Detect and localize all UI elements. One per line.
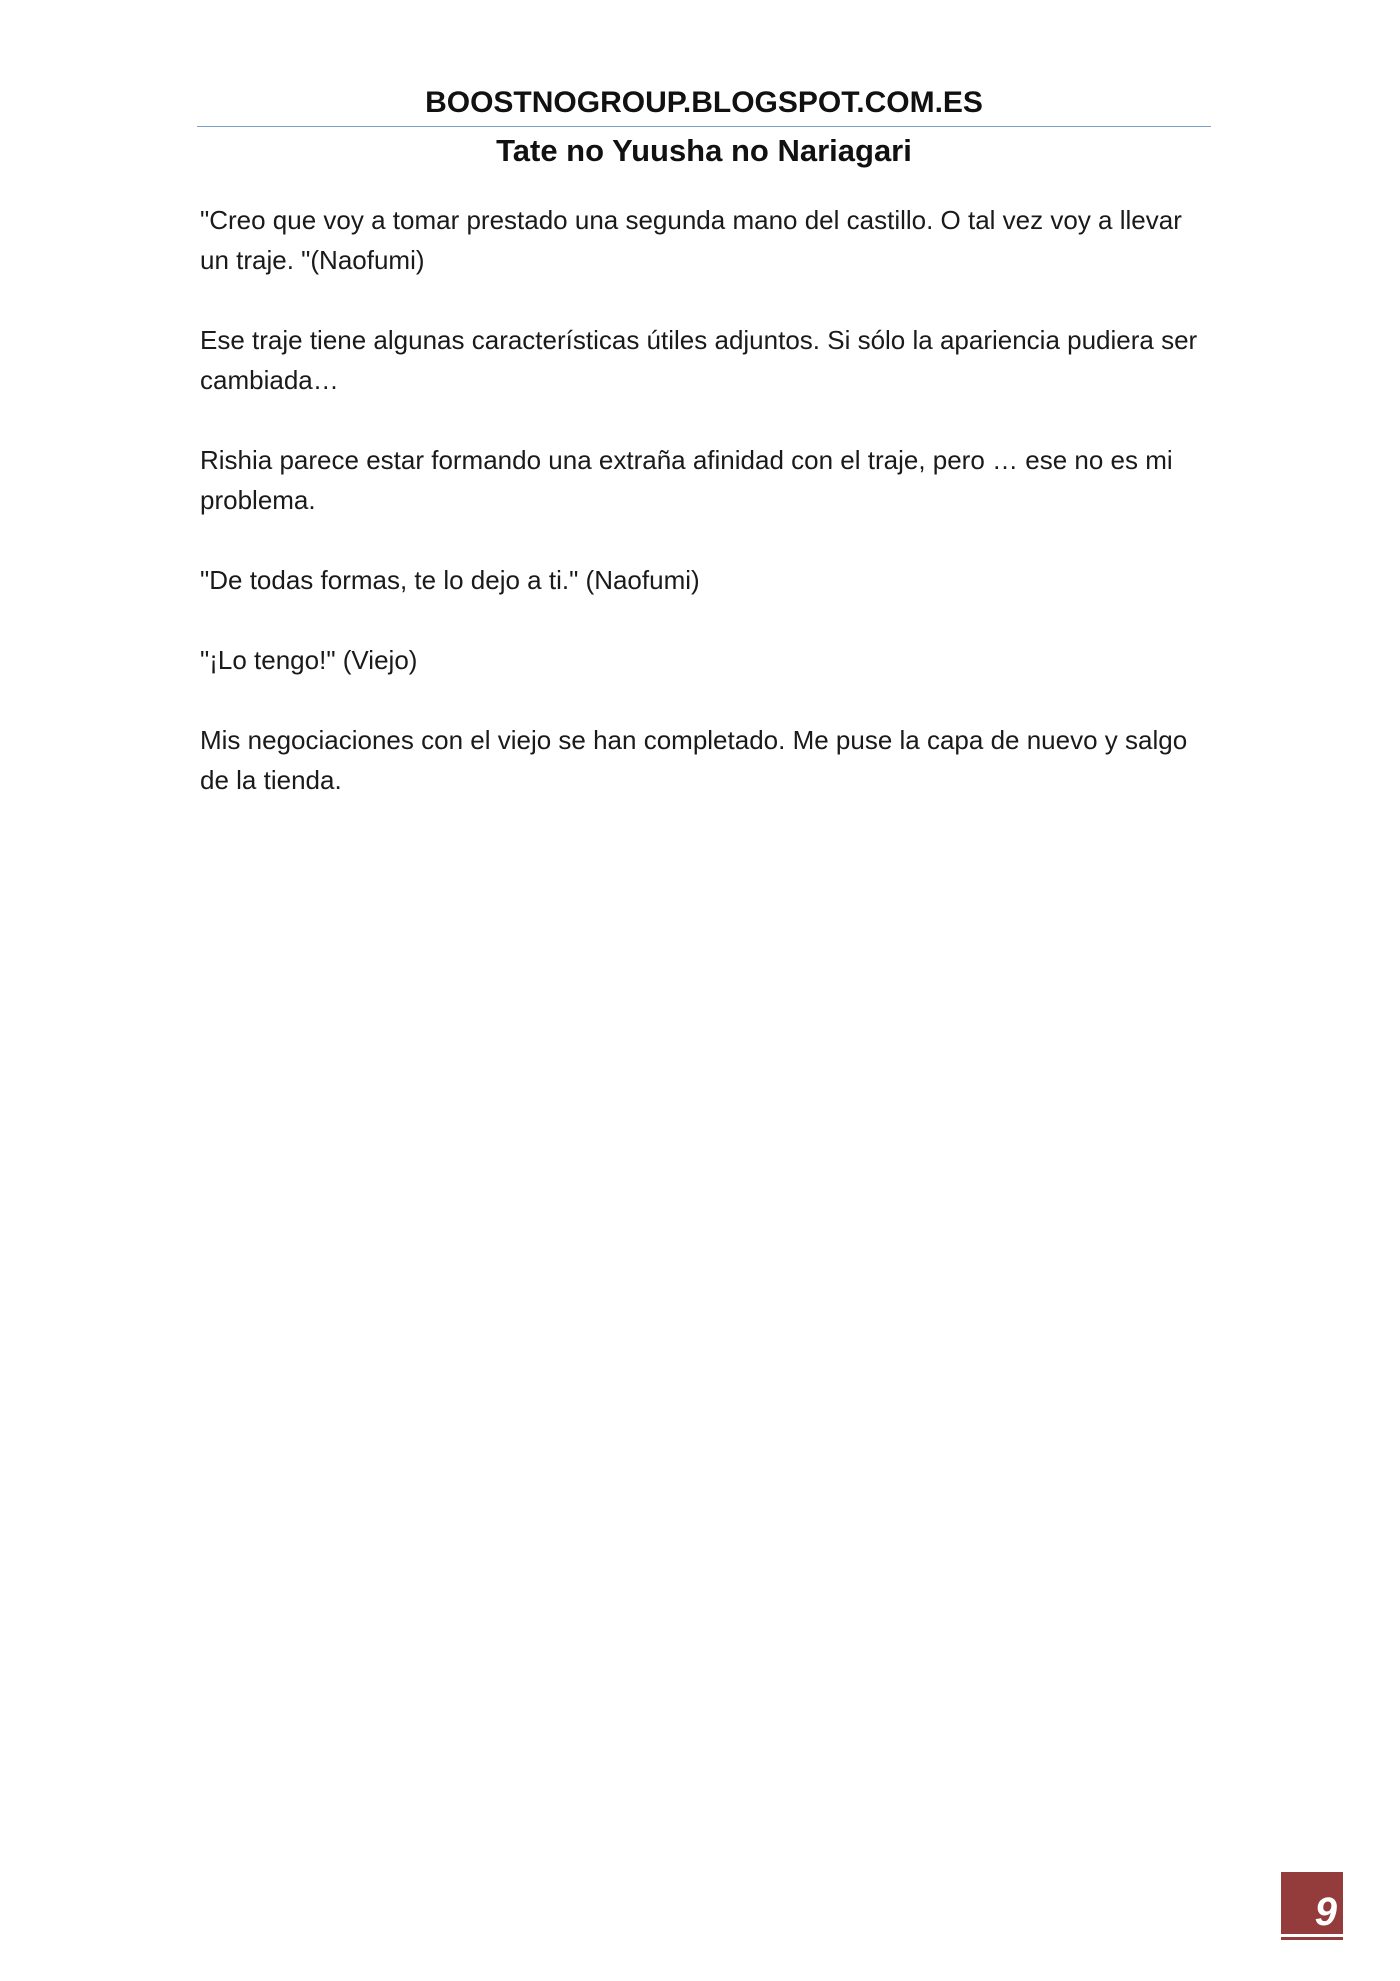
body-text xyxy=(200,200,1200,840)
paragraph: "De todas formas, te lo dejo a ti." (Naofumi) xyxy=(200,565,700,595)
paragraph: Ese traje tiene algunas características útiles adjuntos. Si sólo la apariencia pudiera ser cambiada… xyxy=(200,325,1198,395)
paragraph: "Creo que voy a tomar prestado una segunda mano del castillo. O tal vez voy a llevar un traje. "(Naofumi) xyxy=(200,205,1182,275)
header-book-title: Tate no Yuusha no Nariagari xyxy=(496,133,912,168)
paragraph: Rishia parece estar formando una extraña afinidad con el traje, pero … ese no es mi problema. xyxy=(200,445,1173,515)
page-number-underline xyxy=(1281,1934,1343,1937)
paragraph: "¡Lo tengo!" (Viejo) xyxy=(200,645,418,675)
page-number-badge xyxy=(1281,1872,1343,1940)
page-header xyxy=(197,80,1211,175)
paragraph: Mis negociaciones con el viejo se han completado. Me puse la capa de nuevo y salgo de la tienda. xyxy=(200,725,1188,795)
header-site-name: BOOSTNOGROUP.BLOGSPOT.COM.ES xyxy=(425,86,983,119)
page-number: 9 xyxy=(1314,1890,1337,1934)
